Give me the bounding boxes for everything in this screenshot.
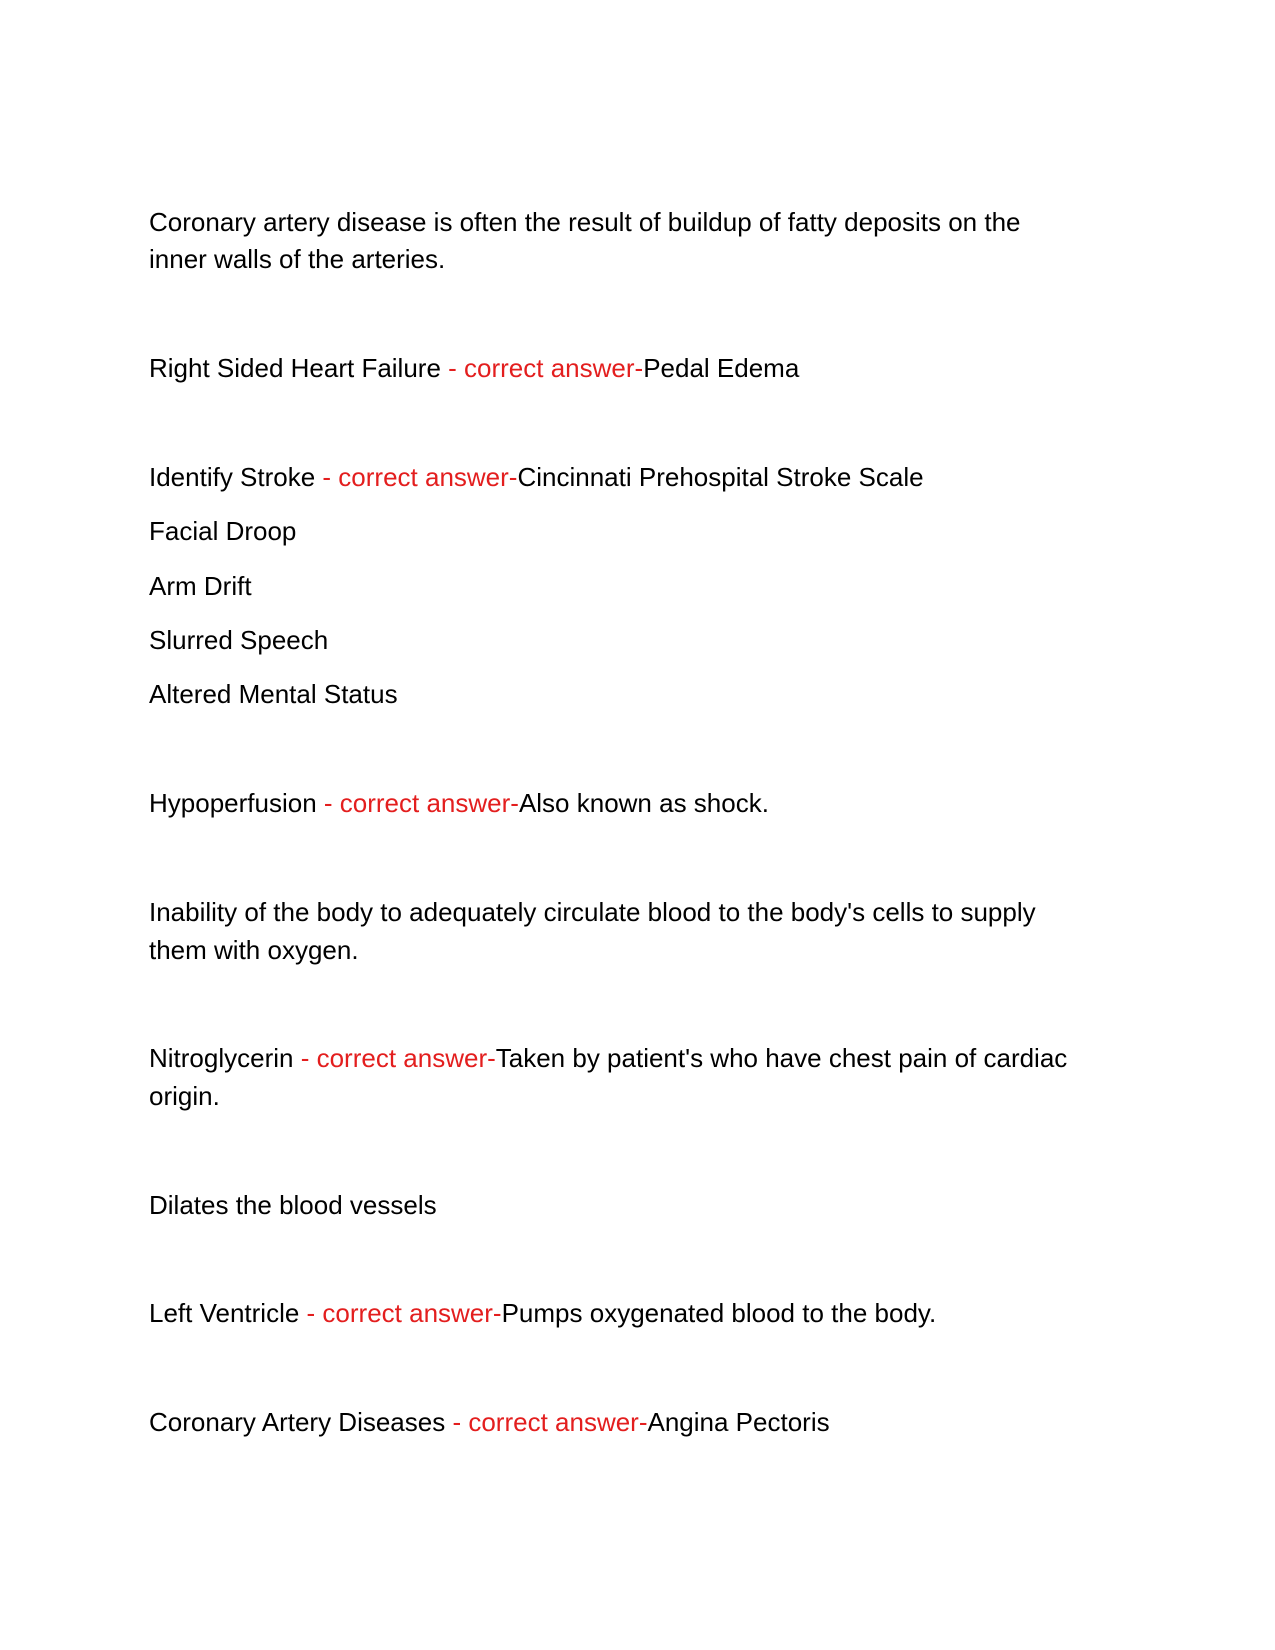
qa-identify-stroke — [149, 458, 1109, 496]
hypoperfusion-detail-line-1: Inability of the body to adequately circulate blood to the body's cells to supply — [149, 897, 1036, 927]
qa-term: Left Ventricle — [149, 1298, 307, 1328]
nitroglycerin-detail: Dilates the blood vessels — [149, 1190, 437, 1220]
qa-term: Hypoperfusion — [149, 788, 324, 818]
qa-nitroglycerin — [149, 1039, 1109, 1077]
intro-line-1: Coronary artery disease is often the result of buildup of fatty deposits on the — [149, 207, 1021, 237]
stroke-sign-facial-droop: Facial Droop — [149, 516, 297, 546]
qa-answer: Pumps oxygenated blood to the body. — [501, 1298, 937, 1328]
qa-left-ventricle — [149, 1294, 1109, 1332]
correct-answer-separator: - correct answer- — [306, 1298, 502, 1328]
intro-line-2: inner walls of the arteries. — [149, 244, 446, 274]
nitroglycerin-answer-continued: origin. — [149, 1081, 220, 1111]
correct-answer-separator: - correct answer- — [448, 353, 644, 383]
stroke-sign-altered-mental-status: Altered Mental Status — [149, 679, 398, 709]
correct-answer-separator: - correct answer- — [323, 788, 519, 818]
qa-hypoperfusion — [149, 784, 1109, 822]
qa-coronary-artery-diseases — [149, 1403, 1109, 1441]
correct-answer-separator: - correct answer- — [452, 1407, 648, 1437]
correct-answer-separator: - correct answer- — [300, 1043, 496, 1073]
qa-answer: Pedal Edema — [643, 353, 800, 383]
qa-term: Coronary Artery Diseases — [149, 1407, 453, 1437]
stroke-sign-slurred-speech: Slurred Speech — [149, 625, 329, 655]
correct-answer-separator: - correct answer- — [322, 462, 518, 492]
qa-right-sided-heart-failure — [149, 349, 1109, 387]
qa-term: Identify Stroke — [149, 462, 323, 492]
qa-answer: Taken by patient's who have chest pain of cardiac — [495, 1043, 1068, 1073]
qa-answer: Angina Pectoris — [647, 1407, 830, 1437]
qa-answer: Also known as shock. — [518, 788, 769, 818]
qa-term: Nitroglycerin — [149, 1043, 301, 1073]
qa-answer: Cincinnati Prehospital Stroke Scale — [517, 462, 924, 492]
qa-term: Right Sided Heart Failure — [149, 353, 449, 383]
hypoperfusion-detail-line-2: them with oxygen. — [149, 935, 359, 965]
stroke-sign-arm-drift: Arm Drift — [149, 571, 252, 601]
